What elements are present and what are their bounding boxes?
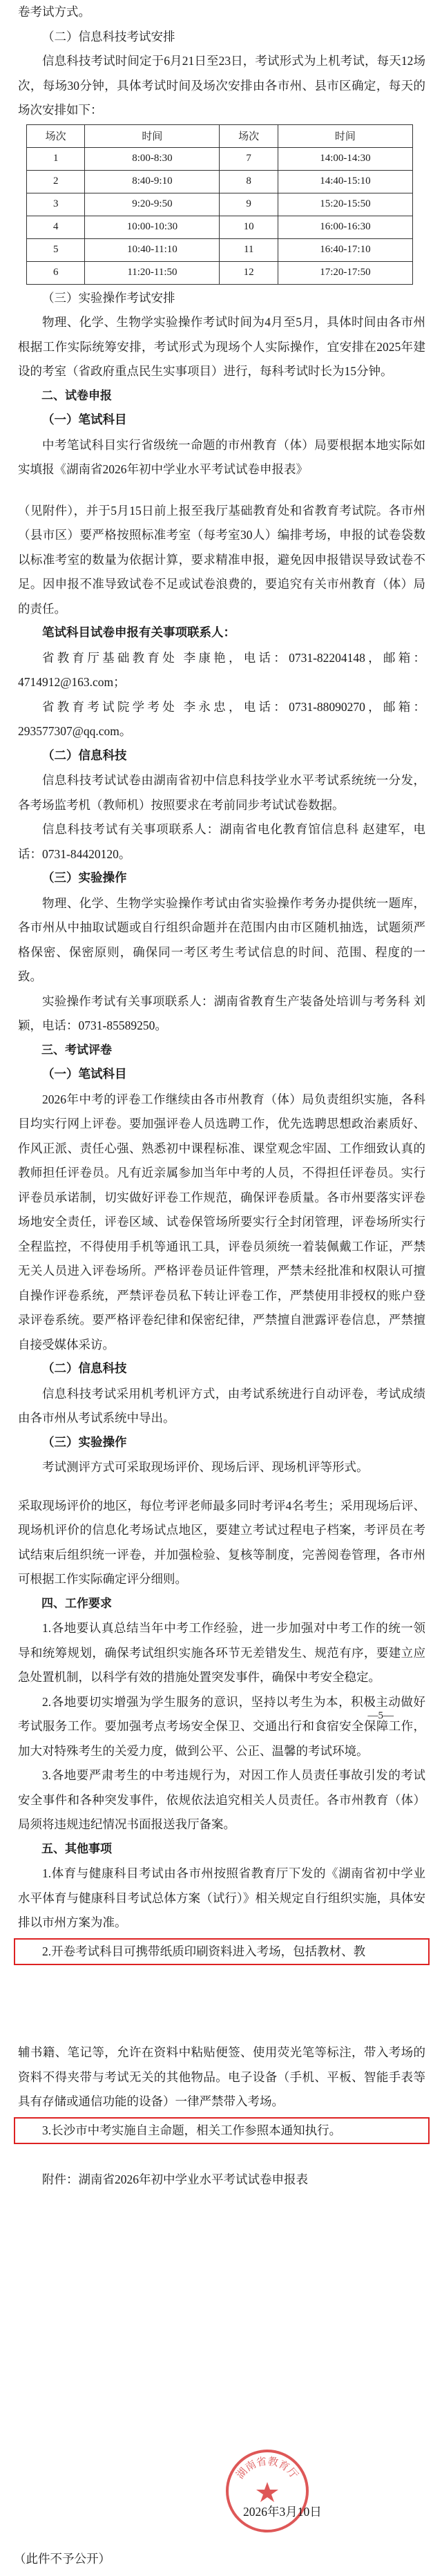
paragraph: 3.长沙市中考实施自主命题，相关工作参照本通知执行。 (42, 2123, 342, 2137)
paragraph: 辅书籍、笔记等，允许在资料中粘贴便签、使用荧光笔等标注，带入考场的资料不得夹带与考试无关的其他物品。电子设备（手机、平板、智能手表等具有存储或通信功能的设备）一律严禁带入考场。 (18, 2045, 425, 2108)
table-cell: 3 (27, 193, 85, 216)
table-row (27, 193, 413, 216)
contact-heading: 笔试科目试卷申报有关事项联系人： (42, 626, 236, 640)
table-cell: 6 (27, 261, 85, 284)
table-cell: 9:20-9:50 (85, 193, 220, 216)
table-row (27, 147, 413, 170)
section-heading: （三）实验操作 (42, 1435, 127, 1450)
table-row (27, 261, 413, 284)
section-heading: （二）信息科技 (42, 748, 127, 763)
paragraph: 3.各地要严肃考生的中考违规行为，对因工作人员责任事故引发的考试安全事件和各种突发事件，依规依法追究相关人员责任。各市州教育（体）局须将违规违纪情况书面报送我厅备案。 (18, 1768, 425, 1831)
section-heading: （三）实验操作考试安排 (42, 290, 175, 305)
table-cell: 8:00-8:30 (85, 147, 220, 170)
table-cell: 8:40-9:10 (85, 170, 220, 193)
paragraph: 信息科技考试试卷由湖南省初中信息科技学业水平考试系统统一分发，各考场监考机（教师机）按照要求在考前同步考试试卷数据。 (18, 773, 425, 812)
table-header-cell: 时间 (278, 124, 412, 147)
paragraph: 2026年中考的评卷工作继续由各市州教育（体）局负责组织实施，各科目均实行网上评卷。要加强评卷人员选聘工作，优先选聘思想政治素质好、作风正派、责任心强、熟悉初中课程标准、课堂观念牢固、工作细致认真的教师担任评卷员。凡有近亲属参加当年中考的人员，不得担任评卷员。实行评卷员承诺制，切实做好评卷工作规范，确保评卷质量。各市州要落实评卷场地安全责任，评卷区域、试卷保管场所要实行全封闭管理，评卷场所实行全程监控，不得使用手机等通讯工具，评卷员须统一着装佩戴工作证，严禁无关人员进入评卷场所。严格评卷员证件管理，严禁未经批准和权限认可擅自操作评卷系统，严禁评卷员私下转让评卷工作，严禁使用非授权的账户登录评卷系统。要严格评卷纪律和保密纪律，严禁擅自泄露评卷信息，严禁擅自接受媒体采访。 (18, 1092, 425, 1352)
table-cell: 1 (27, 147, 85, 170)
table-cell: 17:20-17:50 (278, 261, 412, 284)
contact-line: 实验操作考试有关事项联系人：湖南省教育生产装备处培训与考务科 刘颖，电话：0731-85589250。 (18, 994, 425, 1032)
part-heading: 四、工作要求 (41, 1596, 112, 1611)
table-header-row (27, 124, 413, 147)
section-heading: （一）笔试科目 (42, 1068, 127, 1081)
paragraph: 信息科技考试采用机考机评方式，由考试系统进行自动评卷，考试成绩由各市州从考试系统中导出。 (18, 1386, 425, 1425)
table-cell: 5 (27, 238, 85, 261)
section-heading: （三）实验操作 (42, 871, 127, 885)
table-cell: 9 (220, 193, 278, 216)
table-cell: 15:20-15:50 (278, 193, 412, 216)
table-cell: 14:00-14:30 (278, 147, 412, 170)
spacer (18, 482, 425, 499)
table-cell: 8 (220, 170, 278, 193)
paragraph: 2.各地要切实增强为学生服务的意识，坚持以考生为本，积极主动做好考试服务工作。要加强考点考场安全保卫、交通出行和食宿安全保障工作，加大对特殊考生的关爱力度，做到公平、公正、温馨的考试环境。 (18, 1694, 425, 1758)
table-cell: 11 (220, 238, 278, 261)
table-header-cell: 场次 (220, 124, 278, 147)
attachment-line: 附件：湖南省2026年初中学业水平考试试卷申报表 (42, 2172, 308, 2186)
section-heading: （一）笔试科目 (42, 413, 127, 427)
table-row (27, 216, 413, 238)
page-number: —5— (367, 1710, 394, 1721)
contact-line: 信息科技考试有关事项联系人：湖南省电化教育馆信息科 赵建军，电话：0731-84420120。 (18, 822, 425, 861)
top-line: 卷考试方式。 (18, 5, 90, 19)
document-body (18, 0, 425, 2193)
spacer (18, 2147, 425, 2168)
paragraph: 采取现场评价的地区，每位考评老师最多同时考评4名考生；采用现场后评、现场机评价的信息化考场试点地区，要建立考试过程电子档案，考评员在考试结束后组织统一评卷，并加强检验、复核等制度，完善阅卷管理，各市州可根据工作实际确定评分细则。 (18, 1498, 425, 1586)
table-cell: 10:40-11:10 (85, 238, 220, 261)
table-row (27, 170, 413, 193)
table-cell: 16:40-17:10 (278, 238, 412, 261)
paragraph: 物理、化学、生物学实验操作考试由省实验操作考务办提供统一题库，各市州从中抽取试题或自行组织命题并在范围内由市区随机抽选，试题须严格保密、保密原则，确保同一考区考生考试信息的时间、范围、程度的一致。 (18, 896, 425, 983)
spacer (18, 1480, 425, 1494)
section-heading: （二）信息科技考试安排 (42, 29, 175, 44)
table-cell: 10:00-10:30 (85, 216, 220, 238)
paragraph: 1.各地要认真总结当年中考工作经验，进一步加强对中考工作的统一领导和统筹规划，确保考试组织实施各环节无差错发生、规范有序，要建立应急处置机制，以科学有效的措施处置突发事件，确保中考安全稳定。 (18, 1621, 425, 1684)
seal-text: 湖南省教育厅 (233, 2454, 301, 2481)
table-cell: 10 (220, 216, 278, 238)
highlight-box (14, 2117, 430, 2145)
table-cell: 7 (220, 147, 278, 170)
part-heading: 五、其他事项 (41, 1841, 112, 1856)
table-cell: 14:40-15:10 (278, 170, 412, 193)
schedule-table (26, 124, 413, 285)
issue-date: 2026年3月10日 (243, 2505, 322, 2519)
part-heading: 二、试卷申报 (41, 388, 112, 403)
table-row (27, 238, 413, 261)
paragraph: 中考笔试科目实行省级统一命题的市州教育（体）局要根据本地实际如实填报《湖南省2026年初中学业水平考试试卷申报表》 (18, 437, 425, 476)
footer-note: （此件不予公开） (14, 2552, 110, 2566)
contact-line: 省教育厅基础教育处 李康艳，电话：0731-82204148，邮箱：4714912@163.com； (18, 650, 425, 689)
table-cell: 16:00-16:30 (278, 216, 412, 238)
section-heading: （二）信息科技 (42, 1362, 127, 1376)
highlight-box (14, 1938, 430, 1966)
table-cell: 2 (27, 170, 85, 193)
table-cell: 12 (220, 261, 278, 284)
paragraph: 1.体育与健康科目考试由各市州按照省教育厅下发的《湖南省初中学业水平体育与健康科目考试总体方案（试行）》相关规定自行组织实施，具体安排以市州方案为准。 (18, 1866, 425, 1929)
table-cell: 4 (27, 216, 85, 238)
paragraph: 物理、化学、生物学实验操作考试时间为4月至5月，具体时间由各市州根据工作实际统筹安排，考试形式为现场个人实际操作，宜安排在2025年建设的考室（省政府重点民生实事项目）进行，每科考试时长为15分钟。 (18, 315, 425, 378)
table-header-cell: 时间 (85, 124, 220, 147)
paragraph: 2.开卷考试科目可携带纸质印刷资料进入考场，包括教材、教 (42, 1944, 366, 1958)
paragraph: （见附件），并于5月15日前上报至我厅基础教育处和省教育考试院。各市州（县市区）要严格按照标准考室（每考室30人）编排考场，申报的试卷袋数以标准考室的数量为依据计算，要求精准申报，避免因申报错误导致试卷不足。因申报不准导致试卷不足或试卷浪费的，要追究有关市州教育（体）局的责任。 (18, 503, 425, 616)
official-seal-icon (222, 2446, 312, 2536)
page-break (18, 1968, 425, 2040)
paragraph: 信息科技考试时间定于6月21日至23日，考试形式为上机考试，每天12场次，每场30分钟，具体考试时间及场次安排由各市州、县市区确定，每天的场次安排如下： (18, 54, 425, 117)
table-header-cell: 场次 (27, 124, 85, 147)
table-cell: 11:20-11:50 (85, 261, 220, 284)
paragraph: 考试测评方式可采取现场评价、现场后评、现场机评等形式。 (42, 1460, 369, 1474)
part-heading: 三、考试评卷 (41, 1043, 112, 1057)
contact-line: 省教育考试院学考处 李永忠，电话：0731-88090270，邮箱：293577307@qq.com。 (18, 699, 425, 738)
